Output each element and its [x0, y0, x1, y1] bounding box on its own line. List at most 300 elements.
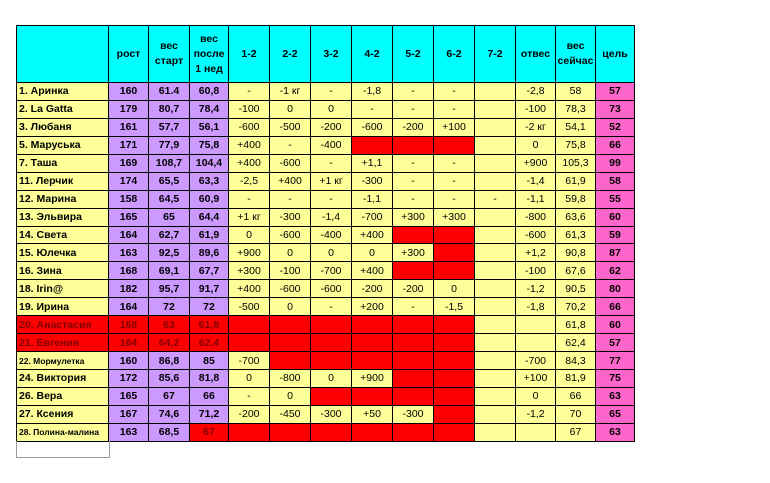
week-1-change-cell: [229, 334, 270, 352]
table-row: [17, 190, 635, 208]
week-7-change-cell: [475, 118, 516, 136]
week-5-change-cell: +300: [393, 244, 434, 262]
current-weight-cell: 61,9: [556, 172, 596, 190]
goal-cell: 62: [596, 262, 635, 280]
height-cell: 169: [109, 154, 149, 172]
week-2-change-cell: -500: [270, 118, 311, 136]
after-week-weight-cell: 75,8: [190, 136, 229, 154]
week-1-change-cell: -: [229, 387, 270, 405]
goal-cell: 65: [596, 405, 635, 423]
week-1-change-cell: 0: [229, 226, 270, 244]
week-3-change-cell: -300: [311, 405, 352, 423]
goal-cell: 63: [596, 423, 635, 441]
height-cell: 160: [109, 83, 149, 101]
start-weight-cell: 61.4: [149, 83, 190, 101]
week-7-change-cell: [475, 316, 516, 334]
current-weight-cell: 70,2: [556, 298, 596, 316]
after-week-weight-cell: 71,2: [190, 405, 229, 423]
goal-cell: 52: [596, 118, 635, 136]
total-change-cell: -1,4: [516, 172, 556, 190]
after-week-weight-cell: 78,4: [190, 100, 229, 118]
weight-table: [16, 25, 635, 442]
week-1-change-cell: +900: [229, 244, 270, 262]
total-change-cell: -700: [516, 352, 556, 370]
table-row: [17, 83, 635, 101]
week-3-change-cell: 0: [311, 244, 352, 262]
start-weight-cell: 108,7: [149, 154, 190, 172]
current-weight-cell: 70: [556, 405, 596, 423]
start-weight-cell: 67: [149, 387, 190, 405]
week-1-change-cell: -: [229, 83, 270, 101]
total-change-cell: [516, 334, 556, 352]
week-2-change-cell: [270, 334, 311, 352]
week-6-change-cell: [434, 334, 475, 352]
week-5-change-cell: -: [393, 100, 434, 118]
week-7-change-cell: [475, 352, 516, 370]
after-week-weight-cell: 63,3: [190, 172, 229, 190]
total-change-cell: -1,2: [516, 280, 556, 298]
week-4-change-cell: +400: [352, 226, 393, 244]
week-7-change-cell: [475, 423, 516, 441]
header-cell-corner: [17, 26, 109, 83]
week-5-change-cell: [393, 334, 434, 352]
week-5-change-cell: [393, 262, 434, 280]
table-row: [17, 352, 635, 370]
height-cell: 158: [109, 190, 149, 208]
after-week-weight-cell: 72: [190, 298, 229, 316]
week-4-change-cell: [352, 387, 393, 405]
start-weight-cell: 69,1: [149, 262, 190, 280]
week-6-change-cell: -1,5: [434, 298, 475, 316]
week-1-change-cell: 0: [229, 370, 270, 388]
start-weight-cell: 64,5: [149, 190, 190, 208]
participant-name: 3. Любаня: [17, 118, 109, 136]
week-3-change-cell: 0: [311, 370, 352, 388]
current-weight-cell: 62,4: [556, 334, 596, 352]
header-cell-week-5: 5-2: [393, 26, 434, 83]
after-week-weight-cell: 61,8: [190, 316, 229, 334]
participant-name: 14. Света: [17, 226, 109, 244]
header-row: [17, 26, 635, 83]
week-4-change-cell: +200: [352, 298, 393, 316]
current-weight-cell: 58: [556, 83, 596, 101]
week-3-change-cell: -1,4: [311, 208, 352, 226]
header-cell-week-3: 3-2: [311, 26, 352, 83]
table-row: [17, 280, 635, 298]
height-cell: 161: [109, 118, 149, 136]
week-3-change-cell: [311, 387, 352, 405]
after-week-weight-cell: 56,1: [190, 118, 229, 136]
week-4-change-cell: [352, 136, 393, 154]
week-2-change-cell: 0: [270, 298, 311, 316]
week-6-change-cell: [434, 405, 475, 423]
current-weight-cell: 84,3: [556, 352, 596, 370]
start-weight-cell: 65,5: [149, 172, 190, 190]
week-6-change-cell: +100: [434, 118, 475, 136]
week-2-change-cell: -: [270, 190, 311, 208]
week-2-change-cell: +400: [270, 172, 311, 190]
start-weight-cell: 74,6: [149, 405, 190, 423]
participant-name: 1. Аринка: [17, 83, 109, 101]
height-cell: 163: [109, 423, 149, 441]
participant-name: 13. Эльвира: [17, 208, 109, 226]
week-1-change-cell: -700: [229, 352, 270, 370]
week-7-change-cell: [475, 100, 516, 118]
start-weight-cell: 86,8: [149, 352, 190, 370]
current-weight-cell: 105,3: [556, 154, 596, 172]
header-cell-week-6: 6-2: [434, 26, 475, 83]
total-change-cell: -600: [516, 226, 556, 244]
after-week-weight-cell: 61,9: [190, 226, 229, 244]
week-1-change-cell: +1 кг: [229, 208, 270, 226]
week-2-change-cell: -450: [270, 405, 311, 423]
goal-cell: 73: [596, 100, 635, 118]
week-6-change-cell: -: [434, 172, 475, 190]
after-week-weight-cell: 91,7: [190, 280, 229, 298]
participant-name: 28. Полина-малина: [17, 423, 109, 441]
height-cell: 168: [109, 316, 149, 334]
height-cell: 163: [109, 244, 149, 262]
height-cell: 165: [109, 387, 149, 405]
week-5-change-cell: [393, 136, 434, 154]
total-change-cell: -2 кг: [516, 118, 556, 136]
week-5-change-cell: -: [393, 190, 434, 208]
table-row: [17, 226, 635, 244]
week-3-change-cell: [311, 334, 352, 352]
table-row: [17, 100, 635, 118]
height-cell: 167: [109, 405, 149, 423]
week-1-change-cell: +400: [229, 154, 270, 172]
week-5-change-cell: [393, 387, 434, 405]
week-6-change-cell: [434, 352, 475, 370]
week-6-change-cell: [434, 226, 475, 244]
header-cell-otves: отвес: [516, 26, 556, 83]
week-2-change-cell: -300: [270, 208, 311, 226]
week-7-change-cell: [475, 280, 516, 298]
total-change-cell: 0: [516, 387, 556, 405]
table-row: [17, 172, 635, 190]
week-7-change-cell: [475, 405, 516, 423]
week-2-change-cell: -600: [270, 280, 311, 298]
week-4-change-cell: -700: [352, 208, 393, 226]
table-row: [17, 154, 635, 172]
week-6-change-cell: [434, 244, 475, 262]
participant-name: 22. Мормулетка: [17, 352, 109, 370]
goal-cell: 87: [596, 244, 635, 262]
week-7-change-cell: [475, 334, 516, 352]
height-cell: 168: [109, 262, 149, 280]
week-1-change-cell: [229, 316, 270, 334]
week-5-change-cell: +300: [393, 208, 434, 226]
week-3-change-cell: -: [311, 190, 352, 208]
week-5-change-cell: -200: [393, 118, 434, 136]
participant-name: 5. Маруська: [17, 136, 109, 154]
week-6-change-cell: -: [434, 83, 475, 101]
participant-name: 11. Лерчик: [17, 172, 109, 190]
current-weight-cell: 78,3: [556, 100, 596, 118]
header-cell-goal: цель: [596, 26, 635, 83]
goal-cell: 66: [596, 298, 635, 316]
week-7-change-cell: [475, 83, 516, 101]
current-weight-cell: 61,3: [556, 226, 596, 244]
table-row: [17, 136, 635, 154]
after-week-weight-cell: 81,8: [190, 370, 229, 388]
week-4-change-cell: -600: [352, 118, 393, 136]
week-1-change-cell: -200: [229, 405, 270, 423]
week-7-change-cell: [475, 136, 516, 154]
week-1-change-cell: +400: [229, 280, 270, 298]
table-body: [17, 26, 635, 442]
week-4-change-cell: +50: [352, 405, 393, 423]
week-4-change-cell: -: [352, 100, 393, 118]
table-row: [17, 244, 635, 262]
header-cell-start: вес старт: [149, 26, 190, 83]
week-5-change-cell: -: [393, 83, 434, 101]
participant-name: 20. Анастасия: [17, 316, 109, 334]
week-6-change-cell: -: [434, 100, 475, 118]
current-weight-cell: 81,9: [556, 370, 596, 388]
week-6-change-cell: [434, 387, 475, 405]
table-row: [17, 298, 635, 316]
height-cell: 182: [109, 280, 149, 298]
total-change-cell: -2,8: [516, 83, 556, 101]
week-2-change-cell: -600: [270, 226, 311, 244]
after-week-weight-cell: 85: [190, 352, 229, 370]
goal-cell: 55: [596, 190, 635, 208]
week-7-change-cell: [475, 226, 516, 244]
week-4-change-cell: +900: [352, 370, 393, 388]
week-6-change-cell: -: [434, 154, 475, 172]
total-change-cell: [516, 316, 556, 334]
week-6-change-cell: +300: [434, 208, 475, 226]
week-1-change-cell: -500: [229, 298, 270, 316]
total-change-cell: -1,8: [516, 298, 556, 316]
height-cell: 165: [109, 208, 149, 226]
week-3-change-cell: [311, 423, 352, 441]
goal-cell: 57: [596, 334, 635, 352]
total-change-cell: -100: [516, 262, 556, 280]
week-4-change-cell: -1,8: [352, 83, 393, 101]
week-2-change-cell: 0: [270, 387, 311, 405]
week-4-change-cell: [352, 334, 393, 352]
goal-cell: 99: [596, 154, 635, 172]
week-6-change-cell: [434, 370, 475, 388]
week-3-change-cell: -: [311, 298, 352, 316]
after-week-weight-cell: 89,6: [190, 244, 229, 262]
week-7-change-cell: [475, 208, 516, 226]
week-5-change-cell: -: [393, 154, 434, 172]
table-row: [17, 370, 635, 388]
height-cell: 164: [109, 298, 149, 316]
height-cell: 172: [109, 370, 149, 388]
table-row: [17, 316, 635, 334]
table-row: [17, 208, 635, 226]
participant-name: 19. Ирина: [17, 298, 109, 316]
week-7-change-cell: [475, 244, 516, 262]
week-3-change-cell: -700: [311, 262, 352, 280]
week-5-change-cell: -300: [393, 405, 434, 423]
week-2-change-cell: 0: [270, 244, 311, 262]
week-7-change-cell: -: [475, 190, 516, 208]
goal-cell: 58: [596, 172, 635, 190]
current-weight-cell: 75,8: [556, 136, 596, 154]
week-2-change-cell: -1 кг: [270, 83, 311, 101]
week-5-change-cell: [393, 370, 434, 388]
current-weight-cell: 61,8: [556, 316, 596, 334]
week-2-change-cell: 0: [270, 100, 311, 118]
week-3-change-cell: 0: [311, 100, 352, 118]
week-3-change-cell: -600: [311, 280, 352, 298]
start-weight-cell: 68,5: [149, 423, 190, 441]
goal-cell: 80: [596, 280, 635, 298]
total-change-cell: +900: [516, 154, 556, 172]
after-week-weight-cell: 60,9: [190, 190, 229, 208]
current-weight-cell: 67: [556, 423, 596, 441]
week-4-change-cell: [352, 316, 393, 334]
week-3-change-cell: -: [311, 154, 352, 172]
week-7-change-cell: [475, 298, 516, 316]
start-weight-cell: 62,7: [149, 226, 190, 244]
week-1-change-cell: +400: [229, 136, 270, 154]
start-weight-cell: 95,7: [149, 280, 190, 298]
current-weight-cell: 90,8: [556, 244, 596, 262]
after-week-weight-cell: 104,4: [190, 154, 229, 172]
total-change-cell: +100: [516, 370, 556, 388]
week-6-change-cell: [434, 316, 475, 334]
week-7-change-cell: [475, 262, 516, 280]
header-cell-week-2: 2-2: [270, 26, 311, 83]
week-4-change-cell: +400: [352, 262, 393, 280]
goal-cell: 60: [596, 208, 635, 226]
height-cell: 179: [109, 100, 149, 118]
week-1-change-cell: [229, 423, 270, 441]
header-cell-after: вес после 1 нед: [190, 26, 229, 83]
total-change-cell: -800: [516, 208, 556, 226]
start-weight-cell: 63: [149, 316, 190, 334]
week-4-change-cell: -300: [352, 172, 393, 190]
participant-name: 2. La Gatta: [17, 100, 109, 118]
week-1-change-cell: -2,5: [229, 172, 270, 190]
total-change-cell: -100: [516, 100, 556, 118]
week-1-change-cell: -: [229, 190, 270, 208]
week-3-change-cell: -: [311, 83, 352, 101]
week-4-change-cell: +1,1: [352, 154, 393, 172]
week-5-change-cell: [393, 423, 434, 441]
week-5-change-cell: [393, 226, 434, 244]
week-5-change-cell: -: [393, 298, 434, 316]
height-cell: 164: [109, 334, 149, 352]
start-weight-cell: 77,9: [149, 136, 190, 154]
start-weight-cell: 72: [149, 298, 190, 316]
start-weight-cell: 64,2: [149, 334, 190, 352]
table-row: [17, 262, 635, 280]
participant-name: 27. Ксения: [17, 405, 109, 423]
goal-cell: 75: [596, 370, 635, 388]
week-3-change-cell: -400: [311, 136, 352, 154]
week-2-change-cell: -600: [270, 154, 311, 172]
week-6-change-cell: [434, 423, 475, 441]
after-week-weight-cell: 62,4: [190, 334, 229, 352]
goal-cell: 63: [596, 387, 635, 405]
week-3-change-cell: [311, 352, 352, 370]
participant-name: 21. Евгения: [17, 334, 109, 352]
participant-name: 12. Марина: [17, 190, 109, 208]
week-7-change-cell: [475, 387, 516, 405]
week-2-change-cell: [270, 352, 311, 370]
after-week-weight-cell: 67,7: [190, 262, 229, 280]
height-cell: 160: [109, 352, 149, 370]
current-weight-cell: 59,8: [556, 190, 596, 208]
header-cell-week-1: 1-2: [229, 26, 270, 83]
header-cell-week-7: 7-2: [475, 26, 516, 83]
week-3-change-cell: +1 кг: [311, 172, 352, 190]
start-weight-cell: 57,7: [149, 118, 190, 136]
after-week-weight-cell: 67: [190, 423, 229, 441]
week-5-change-cell: -: [393, 172, 434, 190]
total-change-cell: 0: [516, 136, 556, 154]
week-4-change-cell: -200: [352, 280, 393, 298]
after-week-weight-cell: 66: [190, 387, 229, 405]
current-weight-cell: 54,1: [556, 118, 596, 136]
week-2-change-cell: -100: [270, 262, 311, 280]
header-cell-rost: рост: [109, 26, 149, 83]
week-1-change-cell: +300: [229, 262, 270, 280]
participant-name: 15. Юлечка: [17, 244, 109, 262]
table-row: [17, 334, 635, 352]
participant-name: 16. Зина: [17, 262, 109, 280]
goal-cell: 59: [596, 226, 635, 244]
total-change-cell: +1,2: [516, 244, 556, 262]
participant-name: 18. Irin@: [17, 280, 109, 298]
participant-name: 24. Виктория: [17, 370, 109, 388]
table-row: [17, 405, 635, 423]
week-1-change-cell: -600: [229, 118, 270, 136]
start-weight-cell: 65: [149, 208, 190, 226]
after-week-weight-cell: 60,8: [190, 83, 229, 101]
week-6-change-cell: [434, 136, 475, 154]
week-7-change-cell: [475, 172, 516, 190]
week-7-change-cell: [475, 154, 516, 172]
table-row: [17, 423, 635, 441]
total-change-cell: [516, 423, 556, 441]
week-7-change-cell: [475, 370, 516, 388]
table-row: [17, 387, 635, 405]
goal-cell: 60: [596, 316, 635, 334]
total-change-cell: -1,1: [516, 190, 556, 208]
week-4-change-cell: [352, 423, 393, 441]
week-5-change-cell: [393, 352, 434, 370]
goal-cell: 77: [596, 352, 635, 370]
goal-cell: 66: [596, 136, 635, 154]
week-1-change-cell: -100: [229, 100, 270, 118]
week-2-change-cell: -800: [270, 370, 311, 388]
participant-name: 26. Вера: [17, 387, 109, 405]
week-4-change-cell: -1,1: [352, 190, 393, 208]
week-2-change-cell: [270, 316, 311, 334]
week-2-change-cell: [270, 423, 311, 441]
week-5-change-cell: [393, 316, 434, 334]
total-change-cell: -1,2: [516, 405, 556, 423]
after-week-weight-cell: 64,4: [190, 208, 229, 226]
week-2-change-cell: -: [270, 136, 311, 154]
goal-cell: 57: [596, 83, 635, 101]
current-weight-cell: 67,6: [556, 262, 596, 280]
week-4-change-cell: [352, 352, 393, 370]
height-cell: 174: [109, 172, 149, 190]
start-weight-cell: 80,7: [149, 100, 190, 118]
start-weight-cell: 85,6: [149, 370, 190, 388]
current-weight-cell: 90,5: [556, 280, 596, 298]
